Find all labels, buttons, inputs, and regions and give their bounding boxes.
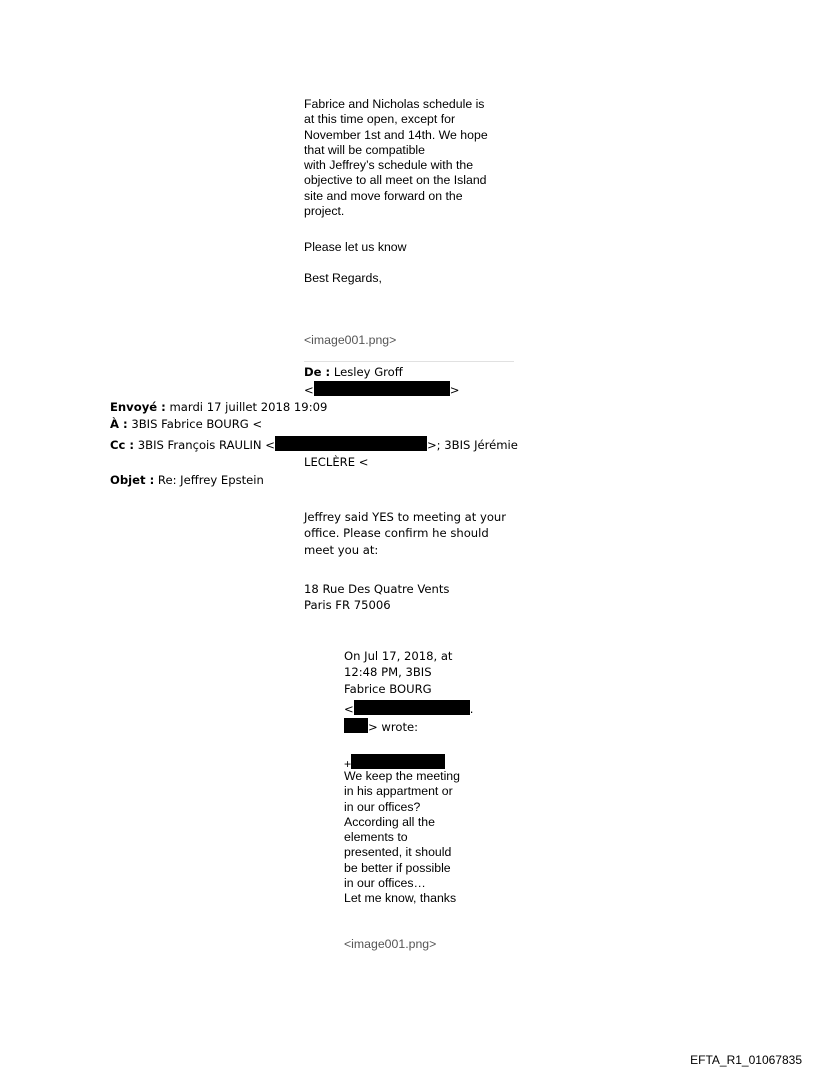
text-line: office. Please confirm he should [304, 526, 489, 541]
quoted-email-line [344, 700, 473, 717]
message-top-ask: Please let us know [304, 240, 407, 254]
to-label: À : [110, 417, 128, 431]
subject-line [110, 472, 264, 488]
redaction-box [344, 718, 368, 733]
wrote-text: > wrote: [368, 720, 419, 734]
redaction-box [351, 754, 445, 769]
text-line: Fabrice BOURG [344, 681, 432, 696]
redaction-box [275, 436, 427, 451]
address-line: 18 Rue Des Quatre Vents [304, 582, 450, 596]
sent-label: Envoyé : [110, 400, 166, 414]
text-line: presented, it should [344, 845, 452, 860]
address-line: Paris FR 75006 [304, 598, 391, 613]
text-line: elements to [344, 830, 408, 845]
text-line: project. [304, 204, 345, 219]
from-line [304, 364, 403, 380]
quoted-intro [344, 648, 452, 697]
cc-after: >; 3BIS Jérémie [426, 438, 518, 452]
subject-value: Re: Jeffrey Epstein [157, 473, 264, 487]
sent-value: mardi 17 juillet 2018 19:09 [169, 400, 328, 414]
text-line: 12:48 PM, 3BIS [344, 665, 432, 680]
cc-line [110, 436, 518, 453]
text-line: with Jeffrey’s schedule with the [304, 158, 474, 173]
to-value: 3BIS Fabrice BOURG < [131, 417, 263, 431]
text-line: Let me know, thanks [344, 891, 457, 906]
quoted-body [344, 769, 460, 907]
to-line [110, 416, 262, 432]
message-top-body [304, 97, 488, 219]
gt-bracket: > [449, 383, 460, 397]
cc-value: 3BIS François RAULIN < [137, 438, 275, 452]
cc-label: Cc : [110, 438, 135, 452]
header-divider [304, 361, 514, 362]
text-line: in our offices… [344, 876, 426, 891]
from-label: De : [304, 365, 331, 379]
cc-continuation: LECLÈRE < [304, 455, 369, 469]
quoted-attachment-placeholder: <image001.png> [344, 937, 437, 951]
plus-sign: + [344, 757, 352, 771]
redaction-box [354, 700, 470, 715]
text-line: be better if possible [344, 860, 451, 875]
document-id: EFTA_R1_01067835 [690, 1053, 802, 1067]
meeting-address [304, 581, 449, 614]
sent-line [110, 399, 327, 415]
text-line: in his appartment or [344, 784, 453, 799]
text-line: site and move forward on the [304, 188, 463, 203]
text-line: in our offices? [344, 799, 421, 814]
text-line: at this time open, except for [304, 112, 456, 127]
text-line: meet you at: [304, 542, 379, 557]
from-value: Lesley Groff [333, 365, 403, 379]
text-line: Fabrice and Nicholas schedule is [304, 97, 485, 111]
lt-bracket: < [304, 383, 314, 397]
text-line: According all the [344, 814, 435, 829]
quoted-wrote-line [344, 718, 418, 735]
text-line: objective to all meet on the Island [304, 173, 487, 188]
redaction-box [314, 381, 450, 396]
subject-label: Objet : [110, 473, 155, 487]
lt-bracket: < [344, 702, 354, 716]
trailing-dot: . [469, 702, 474, 716]
message-top-closing: Best Regards, [304, 271, 382, 285]
reply-body [304, 509, 506, 558]
text-line: Jeffrey said YES to meeting at your [304, 510, 507, 524]
text-line: On Jul 17, 2018, at [344, 649, 453, 663]
text-line: that will be compatible [304, 142, 425, 157]
text-line: November 1st and 14th. We hope [304, 127, 488, 142]
attachment-placeholder: <image001.png> [304, 333, 397, 347]
text-line: We keep the meeting [344, 769, 460, 783]
from-email-line [304, 381, 459, 398]
